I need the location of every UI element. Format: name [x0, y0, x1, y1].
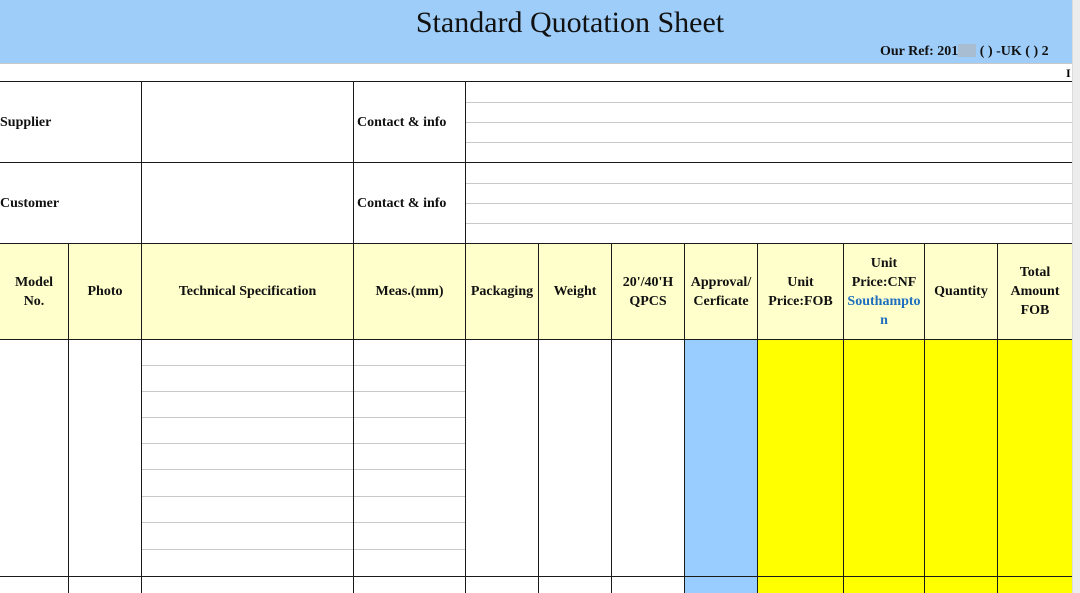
- col-qpcs: 20'/40'H QPCS: [622, 274, 674, 309]
- approval-fill: [685, 339, 758, 593]
- supplier-label: Supplier: [0, 115, 52, 130]
- sheet-title: Standard Quotation Sheet: [415, 6, 725, 39]
- col-quantity: Quantity: [934, 284, 988, 299]
- col-model-no: Model No.: [14, 274, 54, 309]
- col-unit-price-cnf: [844, 244, 924, 339]
- customer-label: Customer: [0, 196, 60, 211]
- redacted-block: [958, 44, 976, 57]
- supplier-contact-label: Contact & info: [357, 115, 447, 130]
- customer-contact-label: Contact & info: [357, 196, 447, 211]
- our-ref: [880, 44, 1049, 60]
- col-meas: Meas.(mm): [375, 284, 444, 299]
- col-packaging: Packaging: [470, 284, 534, 299]
- our-ref-prefix: Our Ref: 201: [880, 44, 959, 59]
- col-technical-spec: Technical Specification: [178, 284, 317, 299]
- vertical-scrollbar[interactable]: [1072, 0, 1080, 593]
- col-weight: Weight: [553, 284, 597, 299]
- col-approval: Approval/ Cerficate: [690, 274, 752, 309]
- col-photo: Photo: [87, 284, 123, 299]
- cnf-port: Southampton: [847, 293, 921, 328]
- edge-mark: I: [1066, 66, 1071, 80]
- cnf-label: Unit Price:CNF: [851, 255, 917, 290]
- col-unit-price-fob: Unit Price:FOB: [768, 274, 833, 309]
- col-total-amount: Total Amount FOB: [1010, 265, 1060, 318]
- our-ref-suffix: ( ) -UK ( ) 2: [976, 44, 1049, 59]
- price-fill: [758, 339, 1072, 593]
